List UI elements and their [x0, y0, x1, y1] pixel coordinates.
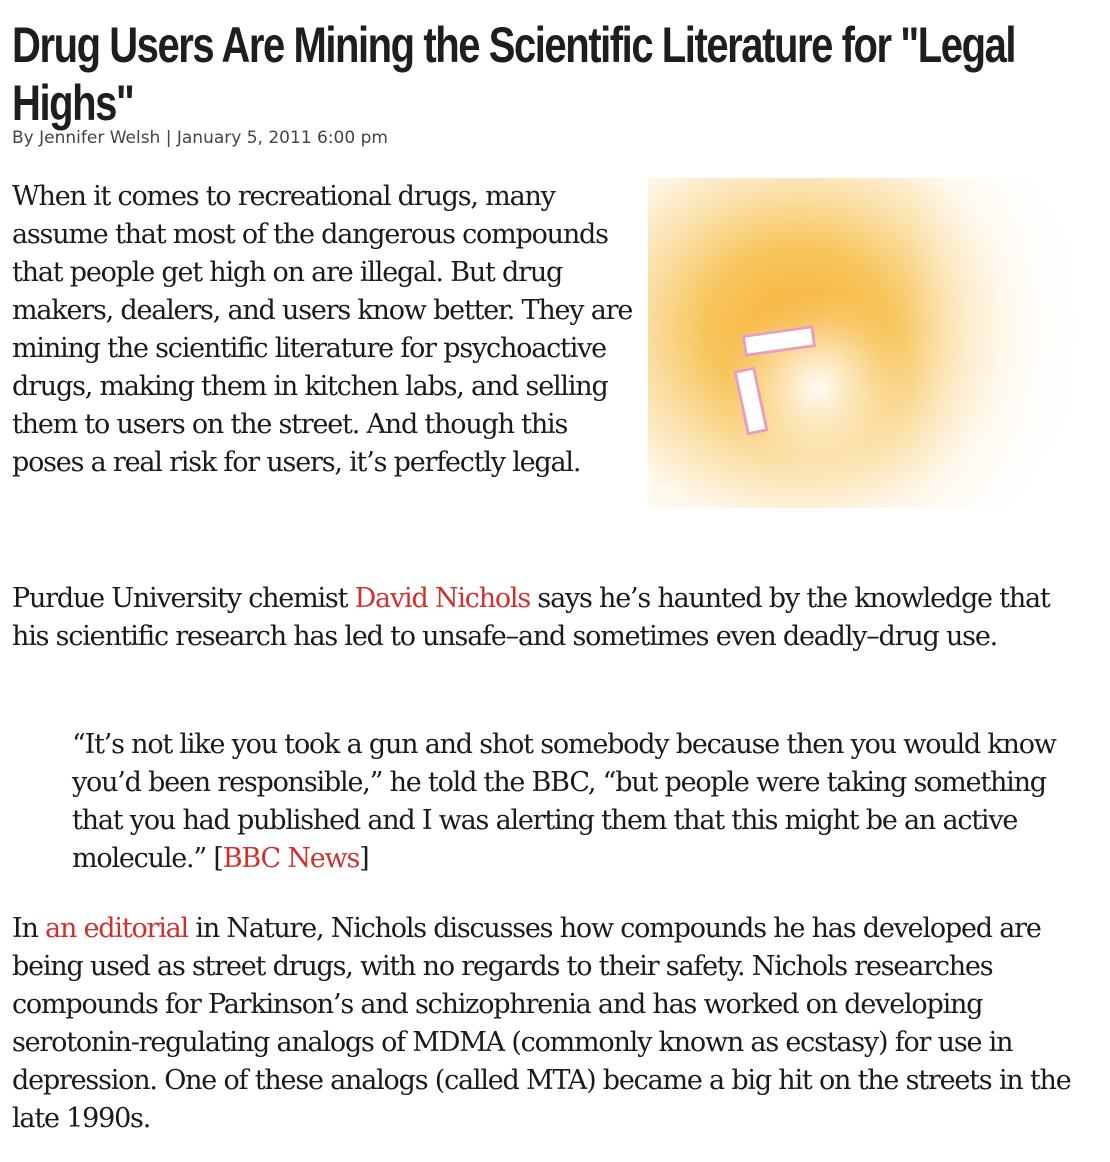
byline: By Jennifer Welsh | January 5, 2011 6:00 pm	[12, 128, 388, 148]
paragraph-nichols	[12, 580, 1090, 656]
blockquote	[72, 726, 1090, 878]
pill-shape	[742, 325, 816, 357]
paragraph-text: In	[12, 913, 46, 944]
bbc-news-link[interactable]: BBC News	[222, 843, 360, 874]
editorial-link[interactable]: an editorial	[45, 913, 188, 944]
quote-text: “It’s not like you took a gun and shot somebody because then you would know you’d been responsible,” he told the BBC, “but people were taking something that you had published and I was alerting them that this might be an active molecule.” [	[72, 729, 1056, 874]
article	[12, 0, 1092, 1134]
article-title: Drug Users Are Mining the Scientific Literature for "Legal Highs"	[12, 17, 1016, 131]
david-nichols-link[interactable]: David Nichols	[354, 583, 531, 614]
lead-paragraph: When it comes to recreational drugs, many assume that most of the dangerous compounds that people get high on are illegal. But drug makers, dealers, and users know better. They are mining the scientific literature for psychoactive drugs, making them in kitchen labs, and selling them to users on the street. And though this poses a real risk for users, it’s perfectly legal.	[12, 181, 633, 478]
quote-close: ]	[359, 843, 369, 874]
paragraph-editorial	[12, 910, 1090, 1138]
paragraph-text: in Nature, Nichols discusses how compounds he has developed are being used as street drugs, with no regards to their safety. Nichols researches compounds for Parkinson’s and schizophrenia and has worked on developing serotonin-regulating analogs of MDMA (commonly known as ecstasy) for use in depression. One of these analogs (called MTA) became a big hit on the streets in the late 1990s.	[12, 913, 1071, 1134]
paragraph-text: says he’s haunted by the knowledge that his scientific research has led to unsafe–and sometimes even deadly–drug use.	[12, 583, 1050, 652]
lead-section	[12, 178, 1092, 538]
pill-bottle-photo	[648, 178, 1088, 508]
paragraph-text: Purdue University chemist	[12, 583, 355, 614]
pill-shape	[733, 366, 768, 435]
